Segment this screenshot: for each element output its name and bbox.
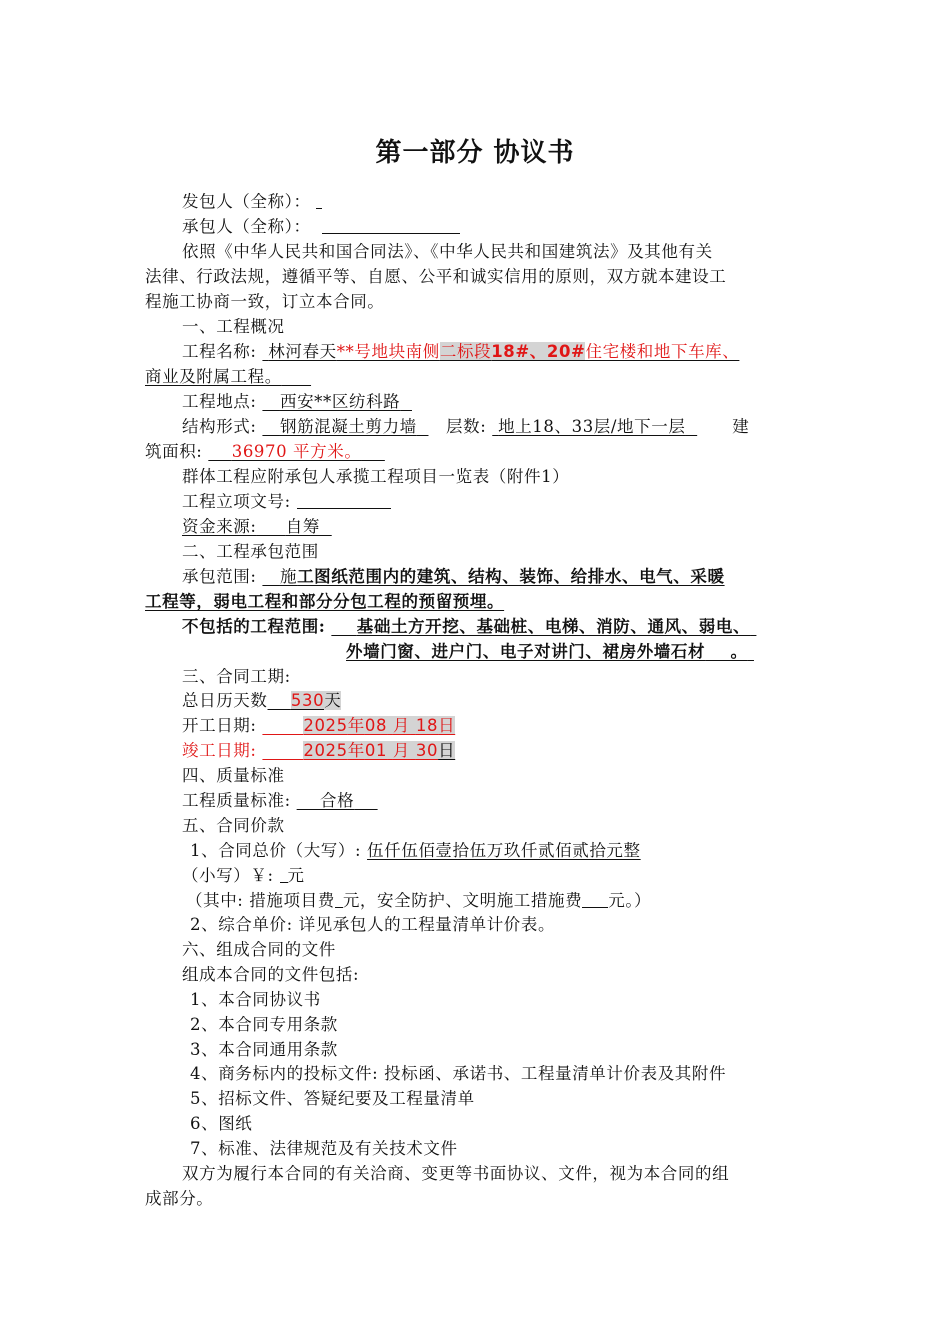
exclusion-line [182,615,756,639]
scope-line-2 [145,590,504,614]
page-title: 第一部分 协议书 [375,138,575,168]
approval-label: 工程立项文号: [182,492,291,511]
end-date-line [182,739,455,763]
floors-label: 层数: [446,417,487,436]
measures-blank [335,889,343,908]
quality-label: 工程质量标准: [182,791,291,810]
area-line [145,440,385,464]
quality-line [182,789,378,813]
start-date-line [182,714,455,738]
end-date-label: 竣工日期: [182,741,257,760]
exclusion-value-cont: 外墙门窗、进户门、电子对讲门、裙房外墙石材 。 [346,642,748,661]
approval-line [182,490,391,514]
document-item-3: 3、本合同通用条款 [190,1040,338,1059]
project-name-part-e: 住宅楼和地下车库、 [585,342,740,361]
contractor-blank [322,215,460,234]
measures-unit: 元。） [608,891,652,910]
start-date-label: 开工日期: [182,716,257,735]
small-price-line [182,864,305,888]
area-label-b: 筑面积: [145,442,203,461]
document-item-5: 5、招标文件、答疑纪要及工程量清单 [190,1089,475,1108]
area-label-a: 建 [732,417,750,436]
exclusion-value: 基础土方开挖、基础桩、电梯、消防、通风、弱电、 [356,617,751,636]
project-name-line-2 [145,365,311,389]
project-name-part-c: 二标段 [439,342,492,361]
employer-blank [316,190,322,209]
fund-line [182,515,332,539]
scope-label: 承包范围: [182,567,257,586]
project-name-value [262,342,739,361]
measures-label: （其中: 措施项目费 [186,891,335,910]
project-name-line [182,340,739,364]
scope-value-cont: 工程等，弱电工程和部分分包工程的预留预埋。 [145,592,505,611]
contractor-label: 承包人（全称）： [182,217,311,236]
document-item-4: 4、商务标内的投标文件: 投标函、承诺书、工程量清单计价表及其附件 [190,1064,727,1083]
group-note: 群体工程应附承包人承揽工程项目一览表（附件1） [182,467,570,486]
small-price-label: （小写）￥: [182,866,274,885]
employer-label: 发包人（全称）： [182,192,311,211]
fund-value: 自筹 [285,517,320,536]
total-price-value: 伍仟伍佰壹拾伍万玖仟贰佰贰拾元整 [367,841,641,860]
small-price-blank [280,864,288,883]
preamble-line-1: 依照《中华人民共和国合同法》、《中华人民共和国建筑法》及其他有关 [182,242,713,261]
contractor-line [182,215,460,239]
project-site-value: 西安**区纺科路 [279,392,401,411]
measures-line [186,889,651,913]
safety-label: 元，安全防护、文明施工措施费 [342,891,583,910]
start-date-value: 2025年08 月 18日 [303,716,456,735]
approval-blank [297,490,391,509]
section-1-heading: 一、工程概况 [182,317,285,336]
total-days-value: 530 [290,691,325,710]
total-days-unit: 天 [324,691,342,710]
total-price-line [190,839,641,863]
fund-label: 资金来源: [182,517,257,536]
project-name-label: 工程名称: [182,342,257,361]
section-3-heading: 三、合同工期: [182,667,291,686]
project-name-part-b: **号地块南侧 [336,342,440,361]
document-item-2: 2、本合同专用条款 [190,1015,338,1034]
section-2-heading: 二、工程承包范围 [182,542,319,561]
end-date-day-unit: 日 [438,741,456,760]
quality-value: 合格 [320,791,355,810]
small-price-unit: 元 [287,866,305,885]
total-price-label: 1、合同总价（大写）: [190,841,362,860]
exclusion-line-2 [346,640,754,664]
preamble-line-3: 程施工协商一致，订立本合同。 [145,292,385,311]
document-item-6: 6、图纸 [190,1114,253,1133]
structure-line [182,415,749,439]
section-6-heading: 六、组成合同的文件 [182,940,336,959]
scope-value: 施工图纸范围内的建筑、结构、装饰、给排水、电气、采暖 [279,567,725,586]
total-days-label: 总日历天数 [182,691,268,710]
section-4-heading: 四、质量标准 [182,766,285,785]
project-site-line [182,390,412,414]
total-days-line [182,689,341,713]
documents-intro: 组成本合同的文件包括: [182,965,360,984]
structure-label: 结构形式: [182,417,257,436]
project-name-part-d: 18#、20# [491,342,586,361]
safety-blank [582,889,608,908]
employer-line [182,190,322,214]
document-item-7: 7、标准、法律规范及有关技术文件 [190,1139,458,1158]
document-item-1: 1、本合同协议书 [190,990,321,1009]
floors-value: 地上18、33层/地下一层 [498,417,686,436]
closing-line-2: 成部分。 [145,1189,214,1208]
closing-line-1: 双方为履行本合同的有关洽商、变更等书面协议、文件，视为本合同的组 [182,1164,730,1183]
unit-price-line: 2、综合单价: 详见承包人的工程量清单计价表。 [190,915,556,934]
section-5-heading: 五、合同价款 [182,816,285,835]
exclusion-label: 不包括的工程范围: [182,617,326,636]
project-name-part-f: 商业及附属工程。 [145,367,282,386]
project-site-label: 工程地点: [182,392,257,411]
scope-line [182,565,725,589]
end-date-value: 2025年01 月 30 [303,741,439,760]
structure-value: 钢筋混凝土剪力墙 [279,417,417,436]
project-name-part-a: 林河春天 [268,342,337,361]
preamble-line-2: 法律、行政法规，遵循平等、自愿、公平和诚实信用的原则，双方就本建设工 [145,267,727,286]
area-value: 36970 平方米。 [231,442,362,461]
